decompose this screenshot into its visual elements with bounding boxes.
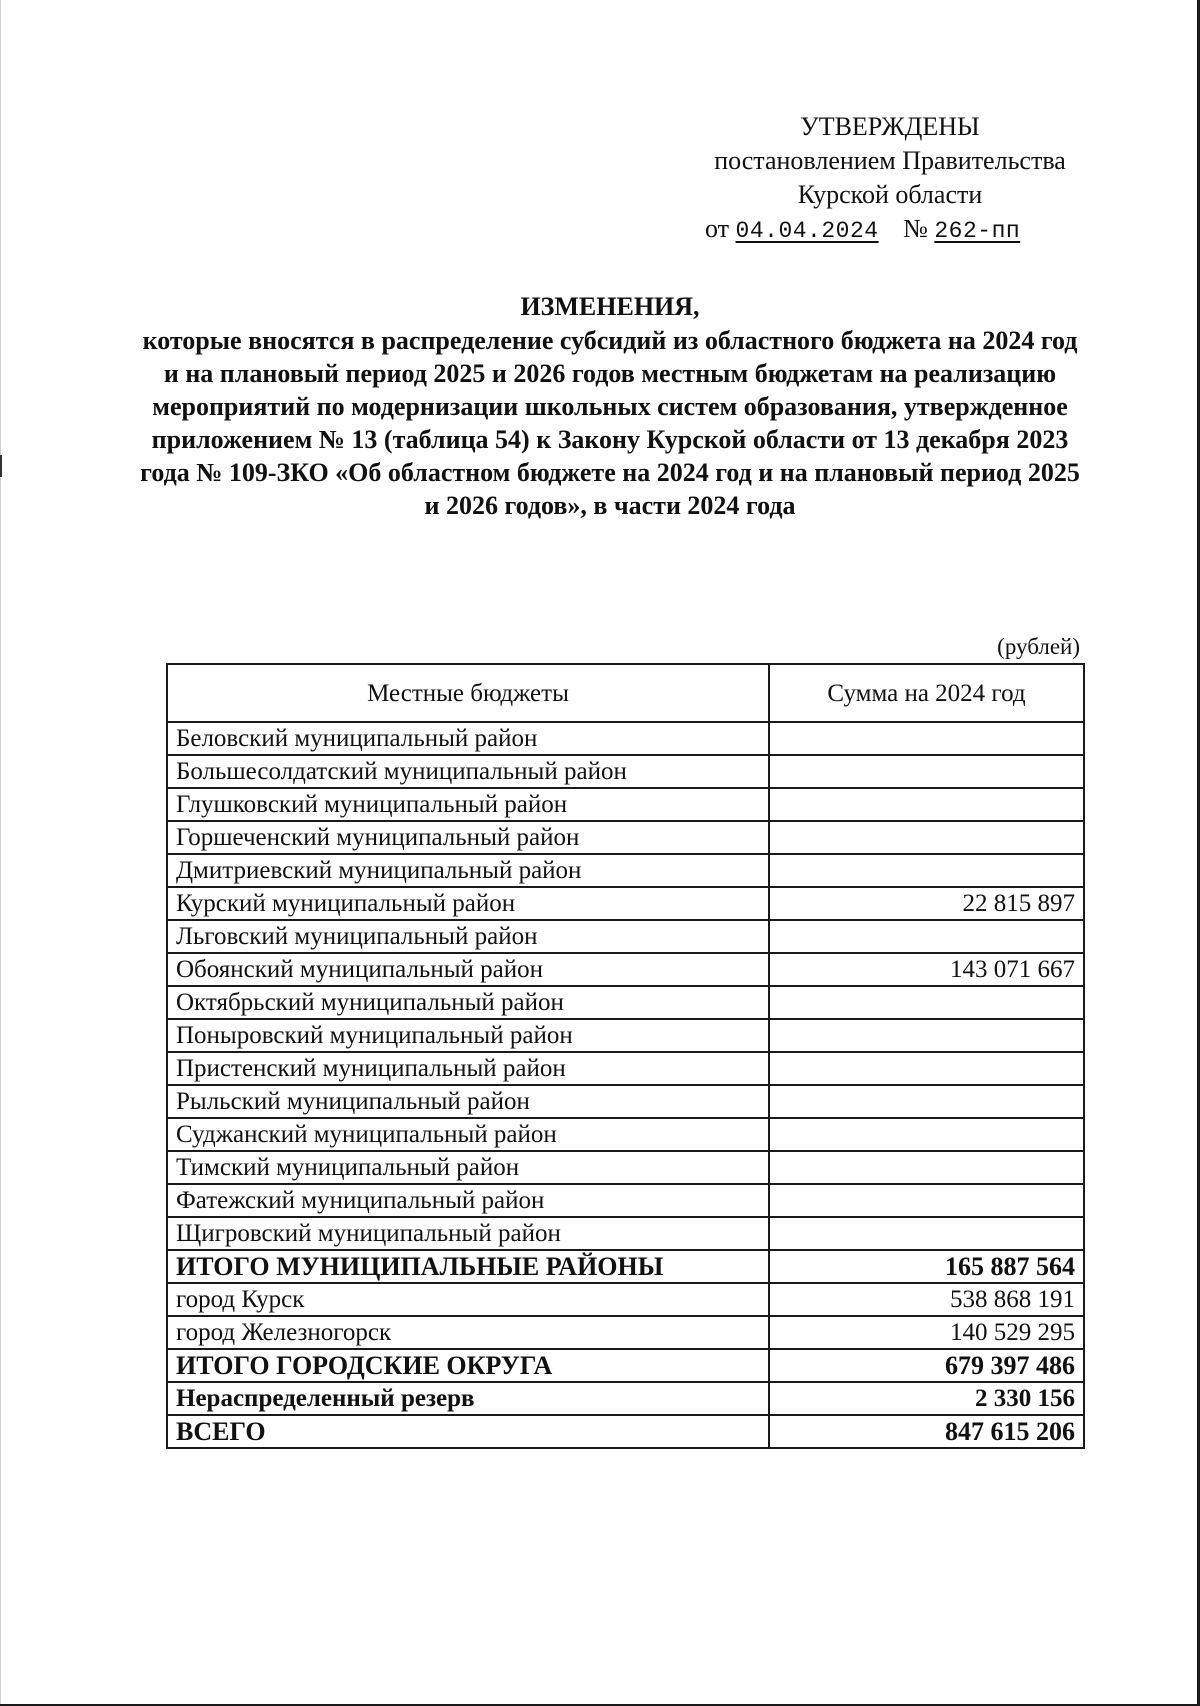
table-row [167,953,1084,986]
budget-name-cell: Пристенский муниципальный район [167,1052,769,1085]
table-row [167,788,1084,821]
budget-name-cell: Курский муниципальный район [167,887,769,920]
budget-table [166,663,1085,1449]
table-row [167,1019,1084,1052]
amount-cell [769,788,1084,821]
budget-name-cell: Глушковский муниципальный район [167,788,769,821]
date-prefix: от [705,214,730,243]
budget-name-cell: Суджанский муниципальный район [167,1118,769,1151]
amount-cell [769,1085,1084,1118]
approval-line-resolution: постановлением Правительства [714,146,1066,175]
budget-name-cell: ВСЕГО [167,1415,769,1448]
budget-name-cell: Льговский муниципальный район [167,920,769,953]
amount-cell: 140 529 295 [769,1316,1084,1349]
approval-line-approved: УТВЕРЖДЕНЫ [800,112,980,141]
table-row [167,821,1084,854]
number-sign: № [903,214,928,243]
table-row [167,1184,1084,1217]
table-row [167,986,1084,1019]
amount-cell [769,920,1084,953]
budget-name-cell: город Железногорск [167,1316,769,1349]
budget-name-cell: Щигровский муниципальный район [167,1217,769,1250]
budget-name-cell: Беловский муниципальный район [167,722,769,755]
budget-name-cell: Нераспределенный резерв [167,1382,769,1415]
amount-cell: 165 887 564 [769,1250,1084,1283]
table-row [167,1283,1084,1316]
budget-name-cell: Поныровский муниципальный район [167,1019,769,1052]
table-row [167,1217,1084,1250]
approval-stamp [680,110,1100,248]
amount-cell: 538 868 191 [769,1283,1084,1316]
amount-cell [769,821,1084,854]
amount-cell [769,755,1084,788]
amount-cell [769,1118,1084,1151]
table-header-row [167,664,1084,722]
amount-cell [769,854,1084,887]
amount-cell: 2 330 156 [769,1382,1084,1415]
approval-line-region: Курской области [797,180,983,209]
approval-number: 262-пп [934,218,1021,244]
budget-name-cell: ИТОГО МУНИЦИПАЛЬНЫЕ РАЙОНЫ [167,1250,769,1283]
budget-name-cell: ИТОГО ГОРОДСКИЕ ОКРУГА [167,1349,769,1382]
budget-name-cell: Большесолдатский муниципальный район [167,755,769,788]
table-row [167,1151,1084,1184]
header-amount-2024: Сумма на 2024 год [769,664,1084,722]
amount-cell [769,1019,1084,1052]
approval-date-line [680,212,1100,248]
amount-cell: 679 397 486 [769,1349,1084,1382]
header-local-budgets: Местные бюджеты [167,664,769,722]
units-label: (рублей) [997,634,1080,659]
table-row [167,854,1084,887]
budget-name-cell: Тимский муниципальный район [167,1151,769,1184]
budget-name-cell: Фатежский муниципальный район [167,1184,769,1217]
budget-name-cell: Обоянский муниципальный район [167,953,769,986]
title-heading: ИЗМЕНЕНИЯ, [520,292,700,321]
page-edge-left [0,0,1,1706]
document-title [140,290,1080,522]
table-row [167,722,1084,755]
budget-name-cell: Октябрьский муниципальный район [167,986,769,1019]
table-row [167,1382,1084,1415]
title-body: которые вносятся в распределение субсидий из областного бюджета на 2024 год и на плановый период 2025 и 2026 годов местным бюджетам на реализацию мероприятий по модернизации школьных систем образования, утвержденное приложением № 13 (таблица 54) к Закону Курской области от 13 декабря 2023 года № 109-ЗКО «Об областном бюджете на 2024 год и на плановый период 2025 и 2026 годов», в части 2024 года [140,326,1080,520]
table-row [167,920,1084,953]
amount-cell: 22 815 897 [769,887,1084,920]
table-row [167,1316,1084,1349]
table-row [167,1052,1084,1085]
budget-name-cell: Горшеченский муниципальный район [167,821,769,854]
amount-cell [769,1151,1084,1184]
amount-cell [769,722,1084,755]
amount-cell [769,1184,1084,1217]
amount-cell: 143 071 667 [769,953,1084,986]
budget-name-cell: Дмитриевский муниципальный район [167,854,769,887]
budget-name-cell: Рыльский муниципальный район [167,1085,769,1118]
amount-cell [769,1052,1084,1085]
table-row [167,1118,1084,1151]
table-row [167,1250,1084,1283]
table-row [167,1415,1084,1448]
amount-cell: 847 615 206 [769,1415,1084,1448]
budget-name-cell: город Курск [167,1283,769,1316]
table-row [167,755,1084,788]
table-row [167,887,1084,920]
table-row [167,1085,1084,1118]
margin-mark [0,455,2,477]
approval-date: 04.04.2024 [735,218,879,244]
table-row [167,1349,1084,1382]
amount-cell [769,986,1084,1019]
amount-cell [769,1217,1084,1250]
